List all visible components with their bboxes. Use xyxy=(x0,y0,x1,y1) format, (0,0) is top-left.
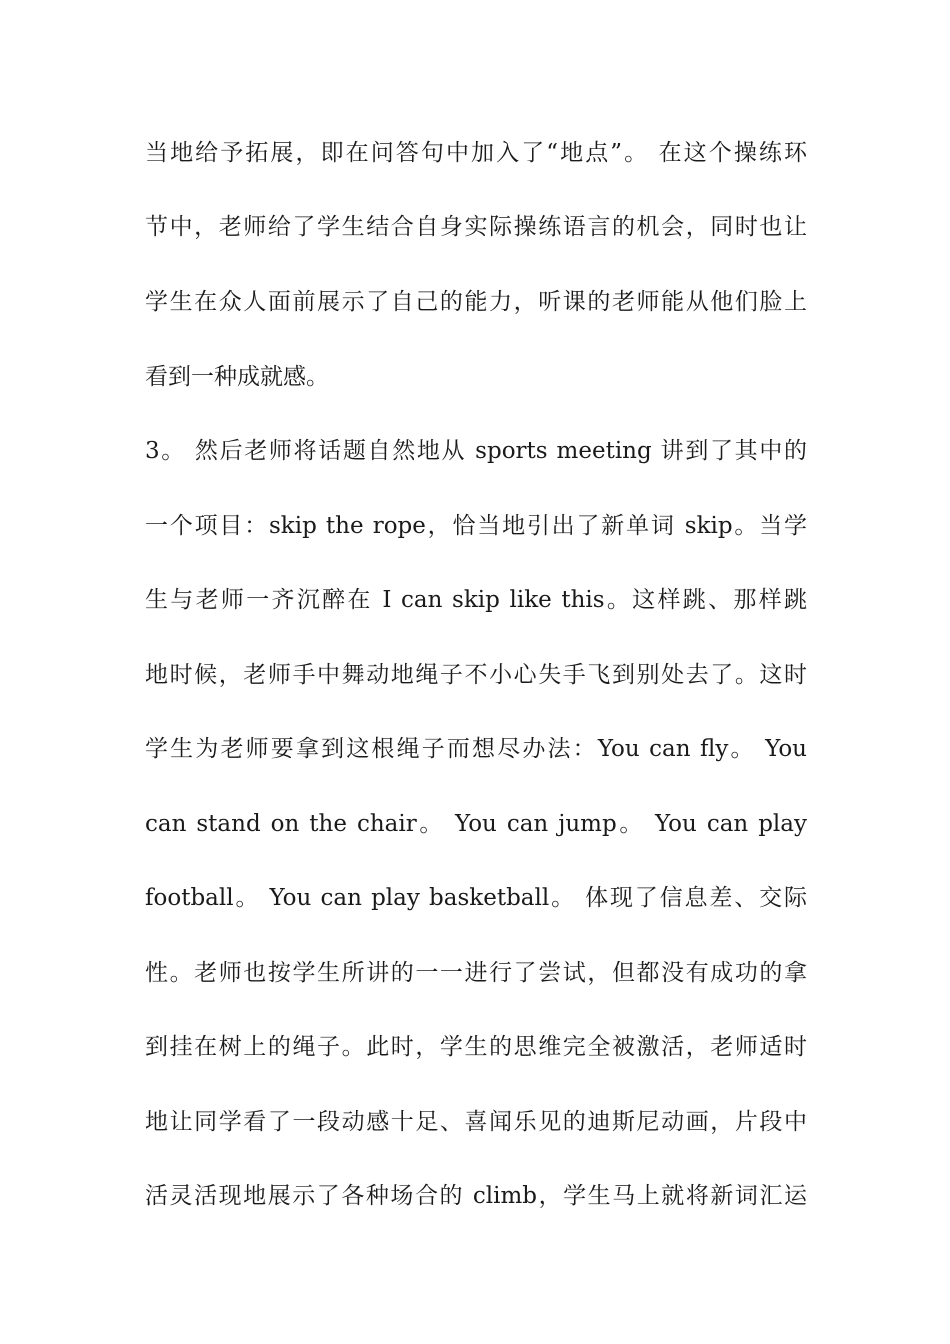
text-line: 3。 然后老师将话题自然地从 sports meeting 讲到了其中的 xyxy=(145,438,807,464)
text-line: 学生在众人面前展示了自己的能力，听课的老师能从他们脸上 xyxy=(145,289,807,315)
text-line: 到挂在树上的绳子。此时，学生的思维完全被激活，老师适时 xyxy=(145,1034,807,1060)
text-line: 一个项目：skip the rope，恰当地引出了新单词 skip。当学 xyxy=(145,513,807,539)
text-line: can stand on the chair。 You can jump。 You can play xyxy=(145,811,807,837)
text-line: 地让同学看了一段动感十足、喜闻乐见的迪斯尼动画，片段中 xyxy=(145,1109,807,1135)
text-line: football。 You can play basketball。 体现了信息差、交际 xyxy=(145,885,807,911)
text-line: 性。老师也按学生所讲的一一进行了尝试，但都没有成功的拿 xyxy=(145,960,807,986)
text-line: 节中，老师给了学生结合自身实际操练语言的机会，同时也让 xyxy=(145,214,807,240)
text-line: 看到一种成就感。 xyxy=(145,364,329,390)
text-line: 学生为老师要拿到这根绳子而想尽办法：You can fly。 You xyxy=(145,736,807,762)
text-line: 生与老师一齐沉醉在 I can skip like this。这样跳、那样跳 xyxy=(145,587,807,613)
text-line: 活灵活现地展示了各种场合的 climb，学生马上就将新词汇运 xyxy=(145,1183,807,1209)
text-line: 当地给予拓展，即在问答句中加入了“地点”。 在这个操练环 xyxy=(145,140,807,166)
text-line: 地时候，老师手中舞动地绳子不小心失手飞到别处去了。这时 xyxy=(145,662,807,688)
